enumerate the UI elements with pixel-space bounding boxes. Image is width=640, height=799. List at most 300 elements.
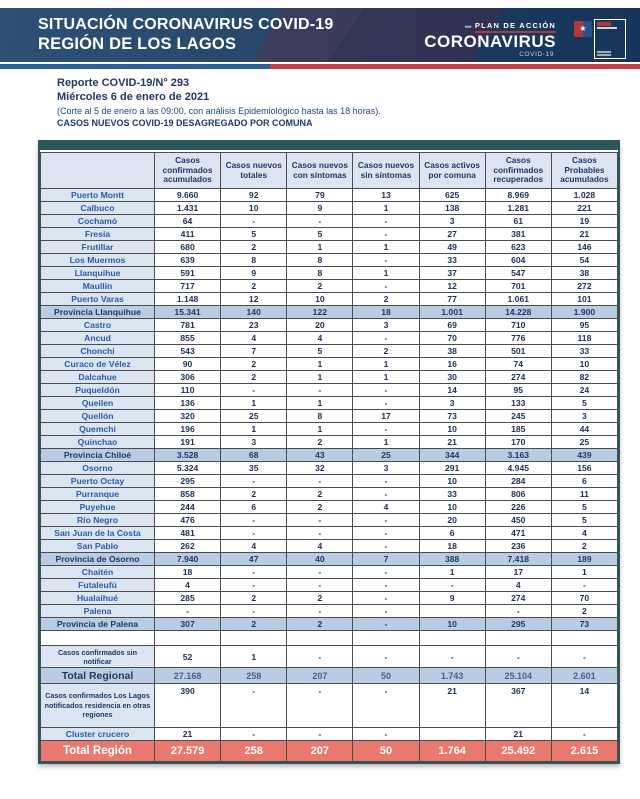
report-section-title: CASOS NUEVOS COVID-19 DESAGREGADO POR COMUNA <box>57 117 313 128</box>
row-label: Provincia de Palena <box>41 618 155 631</box>
value-cell: - <box>221 215 287 228</box>
value-cell: 6 <box>419 527 485 540</box>
value-cell: 2 <box>287 488 353 501</box>
value-cell: 13 <box>353 189 419 202</box>
value-cell: 189 <box>551 553 617 566</box>
value-cell: 19 <box>551 215 617 228</box>
value-cell: 21 <box>485 728 551 741</box>
value-cell: 2 <box>221 280 287 293</box>
value-cell: 10 <box>419 618 485 631</box>
value-cell: 52 <box>155 646 221 668</box>
value-cell: 1 <box>287 423 353 436</box>
value-cell: - <box>353 332 419 345</box>
value-cell: 1 <box>221 646 287 668</box>
row-label: Cluster crucero <box>41 728 155 741</box>
value-cell: 381 <box>485 228 551 241</box>
value-cell: - <box>353 215 419 228</box>
value-cell: - <box>353 280 419 293</box>
row-label: Dalcahue <box>41 371 155 384</box>
row-label: Provincia Llanquihue <box>41 306 155 319</box>
cases-table-container <box>38 140 620 764</box>
value-cell: 2 <box>551 540 617 553</box>
table-row <box>41 684 618 728</box>
row-label <box>41 631 155 646</box>
table-row <box>41 527 618 540</box>
value-cell: 306 <box>155 371 221 384</box>
value-cell: 258 <box>221 741 287 762</box>
column-header: Casos Probables acumulados <box>551 153 617 189</box>
value-cell: 17 <box>485 566 551 579</box>
value-cell: 14.228 <box>485 306 551 319</box>
value-cell: 284 <box>485 475 551 488</box>
value-cell: 272 <box>551 280 617 293</box>
value-cell: 33 <box>419 254 485 267</box>
value-cell: - <box>287 684 353 728</box>
row-label: Curaco de Vélez <box>41 358 155 371</box>
table-row <box>41 475 618 488</box>
table-row <box>41 332 618 345</box>
value-cell: 27.579 <box>155 741 221 762</box>
plan-de-accion-logo <box>424 21 556 58</box>
table-row <box>41 410 618 423</box>
coat-of-arms-icon <box>574 21 592 37</box>
value-cell: 24 <box>551 384 617 397</box>
value-cell: 4 <box>221 540 287 553</box>
row-label: Quinchao <box>41 436 155 449</box>
value-cell: - <box>353 618 419 631</box>
value-cell: - <box>353 540 419 553</box>
value-cell: 4.945 <box>485 462 551 475</box>
value-cell: - <box>221 475 287 488</box>
value-cell <box>353 631 419 646</box>
accent-stripe <box>0 64 640 69</box>
value-cell: 2 <box>353 345 419 358</box>
value-cell: 639 <box>155 254 221 267</box>
government-logo <box>574 19 626 59</box>
value-cell: 2 <box>221 618 287 631</box>
value-cell: 77 <box>419 293 485 306</box>
value-cell: 855 <box>155 332 221 345</box>
value-cell: 40 <box>287 553 353 566</box>
value-cell: 258 <box>221 668 287 684</box>
header-banner <box>0 8 640 62</box>
value-cell: 33 <box>419 488 485 501</box>
row-label: Quellón <box>41 410 155 423</box>
row-label: Castro <box>41 319 155 332</box>
value-cell: 70 <box>419 332 485 345</box>
value-cell <box>551 631 617 646</box>
value-cell: 3.163 <box>485 449 551 462</box>
table-top-bar <box>40 140 618 152</box>
row-label: San Pablo <box>41 540 155 553</box>
value-cell: 23 <box>221 319 287 332</box>
row-label: Los Muermos <box>41 254 155 267</box>
table-row <box>41 189 618 202</box>
table-row <box>41 741 618 762</box>
value-cell: 543 <box>155 345 221 358</box>
value-cell: 3 <box>221 436 287 449</box>
value-cell: 5.324 <box>155 462 221 475</box>
value-cell: 136 <box>155 397 221 410</box>
row-label: San Juan de la Costa <box>41 527 155 540</box>
value-cell: - <box>551 579 617 592</box>
value-cell: 591 <box>155 267 221 280</box>
value-cell: 2 <box>221 592 287 605</box>
value-cell: 92 <box>221 189 287 202</box>
row-label: Frutillar <box>41 241 155 254</box>
value-cell: 245 <box>485 410 551 423</box>
value-cell: 21 <box>551 228 617 241</box>
value-cell: 146 <box>551 241 617 254</box>
value-cell: 7.418 <box>485 553 551 566</box>
value-cell: 3 <box>551 410 617 423</box>
row-label: Maullín <box>41 280 155 293</box>
value-cell: 3 <box>419 397 485 410</box>
table-row <box>41 579 618 592</box>
column-header: Casos confirmados acumulados <box>155 153 221 189</box>
value-cell: 90 <box>155 358 221 371</box>
value-cell: - <box>353 527 419 540</box>
table-row <box>41 423 618 436</box>
row-label: Calbuco <box>41 202 155 215</box>
row-label: Futaleufú <box>41 579 155 592</box>
table-header-row <box>41 153 618 189</box>
row-label: Total Región <box>41 741 155 762</box>
value-cell: 2 <box>221 241 287 254</box>
value-cell: 25 <box>353 449 419 462</box>
coronavirus-brand: CORONAVIRUS <box>424 32 556 51</box>
value-cell: - <box>353 488 419 501</box>
value-cell: - <box>353 423 419 436</box>
report-header-text <box>57 77 381 129</box>
value-cell: - <box>287 475 353 488</box>
value-cell: - <box>221 684 287 728</box>
table-row <box>41 488 618 501</box>
stripe-blue-segment <box>0 64 270 69</box>
table-row <box>41 449 618 462</box>
value-cell: - <box>353 566 419 579</box>
value-cell: 320 <box>155 410 221 423</box>
value-cell: 2 <box>287 436 353 449</box>
value-cell: 15.341 <box>155 306 221 319</box>
value-cell: 44 <box>551 423 617 436</box>
row-label: Río Negro <box>41 514 155 527</box>
value-cell: - <box>485 605 551 618</box>
table-row <box>41 501 618 514</box>
value-cell: - <box>353 475 419 488</box>
value-cell: - <box>287 646 353 668</box>
page-title-line1: SITUACIÓN CORONAVIRUS COVID-19 <box>38 16 334 33</box>
table-row <box>41 384 618 397</box>
table-row <box>41 592 618 605</box>
value-cell: 140 <box>221 306 287 319</box>
value-cell: 858 <box>155 488 221 501</box>
row-label: Puyehue <box>41 501 155 514</box>
value-cell: - <box>353 592 419 605</box>
value-cell: 25.492 <box>485 741 551 762</box>
value-cell: - <box>287 527 353 540</box>
value-cell: 295 <box>485 618 551 631</box>
value-cell: - <box>353 514 419 527</box>
value-cell: 70 <box>551 592 617 605</box>
value-cell: 1 <box>287 241 353 254</box>
value-cell: 1 <box>221 423 287 436</box>
table-row <box>41 319 618 332</box>
value-cell: 47 <box>221 553 287 566</box>
value-cell: 95 <box>485 384 551 397</box>
value-cell: 74 <box>485 358 551 371</box>
value-cell: - <box>353 605 419 618</box>
value-cell: 295 <box>155 475 221 488</box>
value-cell: - <box>353 646 419 668</box>
value-cell: - <box>353 254 419 267</box>
value-cell: 1 <box>353 267 419 280</box>
row-label: Puerto Octay <box>41 475 155 488</box>
value-cell: 481 <box>155 527 221 540</box>
value-cell: 110 <box>155 384 221 397</box>
table-row <box>41 618 618 631</box>
value-cell: 1 <box>221 397 287 410</box>
value-cell: 781 <box>155 319 221 332</box>
value-cell: 5 <box>551 514 617 527</box>
table-row <box>41 254 618 267</box>
value-cell: 1 <box>353 436 419 449</box>
spacer-row <box>41 631 618 646</box>
value-cell: 2 <box>221 371 287 384</box>
row-label: Provincia de Osorno <box>41 553 155 566</box>
value-cell: - <box>353 579 419 592</box>
row-label: Queilen <box>41 397 155 410</box>
value-cell: 8.969 <box>485 189 551 202</box>
value-cell: - <box>287 579 353 592</box>
row-label: Chonchi <box>41 345 155 358</box>
value-cell <box>485 631 551 646</box>
value-cell: 5 <box>551 397 617 410</box>
value-cell: - <box>551 646 617 668</box>
table-row <box>41 436 618 449</box>
value-cell: 1 <box>287 371 353 384</box>
value-cell: 4 <box>353 501 419 514</box>
value-cell: 547 <box>485 267 551 280</box>
plan-label: PLAN DE ACCIÓN <box>475 21 556 33</box>
value-cell: 10 <box>221 202 287 215</box>
table-row <box>41 306 618 319</box>
value-cell: - <box>353 384 419 397</box>
value-cell: 170 <box>485 436 551 449</box>
value-cell: 4 <box>287 540 353 553</box>
value-cell: 274 <box>485 371 551 384</box>
value-cell: 191 <box>155 436 221 449</box>
value-cell: 5 <box>551 501 617 514</box>
value-cell: 1.061 <box>485 293 551 306</box>
value-cell: - <box>287 566 353 579</box>
row-label: Ancud <box>41 332 155 345</box>
value-cell: 95 <box>551 319 617 332</box>
table-row <box>41 358 618 371</box>
value-cell: - <box>287 384 353 397</box>
virus-icon: ••• <box>464 22 471 32</box>
value-cell: 18 <box>419 540 485 553</box>
value-cell: 50 <box>353 741 419 762</box>
value-cell: 27.168 <box>155 668 221 684</box>
value-cell: 18 <box>353 306 419 319</box>
value-cell: 49 <box>419 241 485 254</box>
column-header: Casos nuevos totales <box>221 153 287 189</box>
value-cell: 2 <box>221 488 287 501</box>
value-cell: 25.104 <box>485 668 551 684</box>
value-cell: 54 <box>551 254 617 267</box>
value-cell: 701 <box>485 280 551 293</box>
value-cell: - <box>353 684 419 728</box>
value-cell: 21 <box>419 684 485 728</box>
row-label: Osorno <box>41 462 155 475</box>
value-cell: 1.431 <box>155 202 221 215</box>
row-label: Purranque <box>41 488 155 501</box>
value-cell: 6 <box>551 475 617 488</box>
value-cell: 8 <box>287 267 353 280</box>
value-cell: 20 <box>287 319 353 332</box>
table-row <box>41 215 618 228</box>
value-cell <box>419 631 485 646</box>
value-cell: 9 <box>287 202 353 215</box>
value-cell: 236 <box>485 540 551 553</box>
value-cell: 8 <box>287 410 353 423</box>
value-cell: 7.940 <box>155 553 221 566</box>
table-row <box>41 566 618 579</box>
value-cell: 2.601 <box>551 668 617 684</box>
value-cell: 82 <box>551 371 617 384</box>
value-cell: 274 <box>485 592 551 605</box>
value-cell: 388 <box>419 553 485 566</box>
report-date: Miércoles 6 de enero de 2021 <box>57 90 210 103</box>
column-header: Casos confirmados recuperados <box>485 153 551 189</box>
table-row <box>41 280 618 293</box>
value-cell: 1 <box>353 241 419 254</box>
value-cell: 680 <box>155 241 221 254</box>
value-cell: 138 <box>419 202 485 215</box>
value-cell <box>287 631 353 646</box>
value-cell: - <box>353 397 419 410</box>
value-cell <box>155 631 221 646</box>
value-cell: 3 <box>353 319 419 332</box>
value-cell: 185 <box>485 423 551 436</box>
value-cell: 776 <box>485 332 551 345</box>
value-cell: - <box>287 215 353 228</box>
table-row <box>41 728 618 741</box>
value-cell: 7 <box>221 345 287 358</box>
value-cell: - <box>287 728 353 741</box>
table-row <box>41 371 618 384</box>
row-label: Casos confirmados Los Lagos notificados residencia en otras regiones <box>41 684 155 728</box>
value-cell: 604 <box>485 254 551 267</box>
value-cell: 43 <box>287 449 353 462</box>
value-cell: 344 <box>419 449 485 462</box>
value-cell: 450 <box>485 514 551 527</box>
value-cell: 3 <box>353 462 419 475</box>
value-cell: 3.528 <box>155 449 221 462</box>
value-cell: 411 <box>155 228 221 241</box>
value-cell: - <box>221 579 287 592</box>
value-cell: 2 <box>287 592 353 605</box>
value-cell: 21 <box>419 436 485 449</box>
value-cell: - <box>419 646 485 668</box>
table-row <box>41 646 618 668</box>
table-row <box>41 228 618 241</box>
value-cell: 2 <box>287 501 353 514</box>
value-cell: 68 <box>221 449 287 462</box>
value-cell: 262 <box>155 540 221 553</box>
column-header: Casos nuevos sin síntomas <box>353 153 419 189</box>
value-cell: 17 <box>353 410 419 423</box>
value-cell: 1 <box>287 397 353 410</box>
value-cell: 10 <box>419 501 485 514</box>
value-cell: 18 <box>155 566 221 579</box>
value-cell: 4 <box>287 332 353 345</box>
value-cell: 710 <box>485 319 551 332</box>
value-cell: 73 <box>419 410 485 423</box>
value-cell: - <box>155 605 221 618</box>
value-cell: 8 <box>287 254 353 267</box>
value-cell: 623 <box>485 241 551 254</box>
value-cell: 14 <box>419 384 485 397</box>
value-cell: 2 <box>221 358 287 371</box>
value-cell: 11 <box>551 488 617 501</box>
value-cell: 285 <box>155 592 221 605</box>
value-cell: 9 <box>221 267 287 280</box>
value-cell: 38 <box>551 267 617 280</box>
row-label: Hualaihué <box>41 592 155 605</box>
value-cell: 806 <box>485 488 551 501</box>
value-cell: 12 <box>419 280 485 293</box>
row-label: Cochamó <box>41 215 155 228</box>
value-cell: 501 <box>485 345 551 358</box>
value-cell: 4 <box>551 527 617 540</box>
value-cell: 221 <box>551 202 617 215</box>
column-header: Casos nuevos con síntomas <box>287 153 353 189</box>
value-cell: 20 <box>419 514 485 527</box>
table-row <box>41 267 618 280</box>
value-cell: 5 <box>221 228 287 241</box>
value-cell: 307 <box>155 618 221 631</box>
value-cell: 21 <box>155 728 221 741</box>
value-cell: - <box>221 384 287 397</box>
logo-bar <box>597 51 611 53</box>
table-row <box>41 397 618 410</box>
value-cell: - <box>287 605 353 618</box>
value-cell: 196 <box>155 423 221 436</box>
table-row <box>41 514 618 527</box>
value-cell: 32 <box>287 462 353 475</box>
value-cell: 35 <box>221 462 287 475</box>
value-cell: 10 <box>419 475 485 488</box>
value-cell <box>221 631 287 646</box>
table-row <box>41 202 618 215</box>
value-cell: - <box>221 605 287 618</box>
value-cell: 471 <box>485 527 551 540</box>
value-cell: 79 <box>287 189 353 202</box>
table-row <box>41 293 618 306</box>
logo-bar <box>597 22 611 26</box>
value-cell: 226 <box>485 501 551 514</box>
value-cell: 10 <box>551 358 617 371</box>
value-cell: 625 <box>419 189 485 202</box>
value-cell: 1 <box>551 566 617 579</box>
value-cell: - <box>287 514 353 527</box>
row-label: Puerto Montt <box>41 189 155 202</box>
value-cell: 25 <box>221 410 287 423</box>
value-cell: 3 <box>419 215 485 228</box>
row-label: Provincia Chiloé <box>41 449 155 462</box>
